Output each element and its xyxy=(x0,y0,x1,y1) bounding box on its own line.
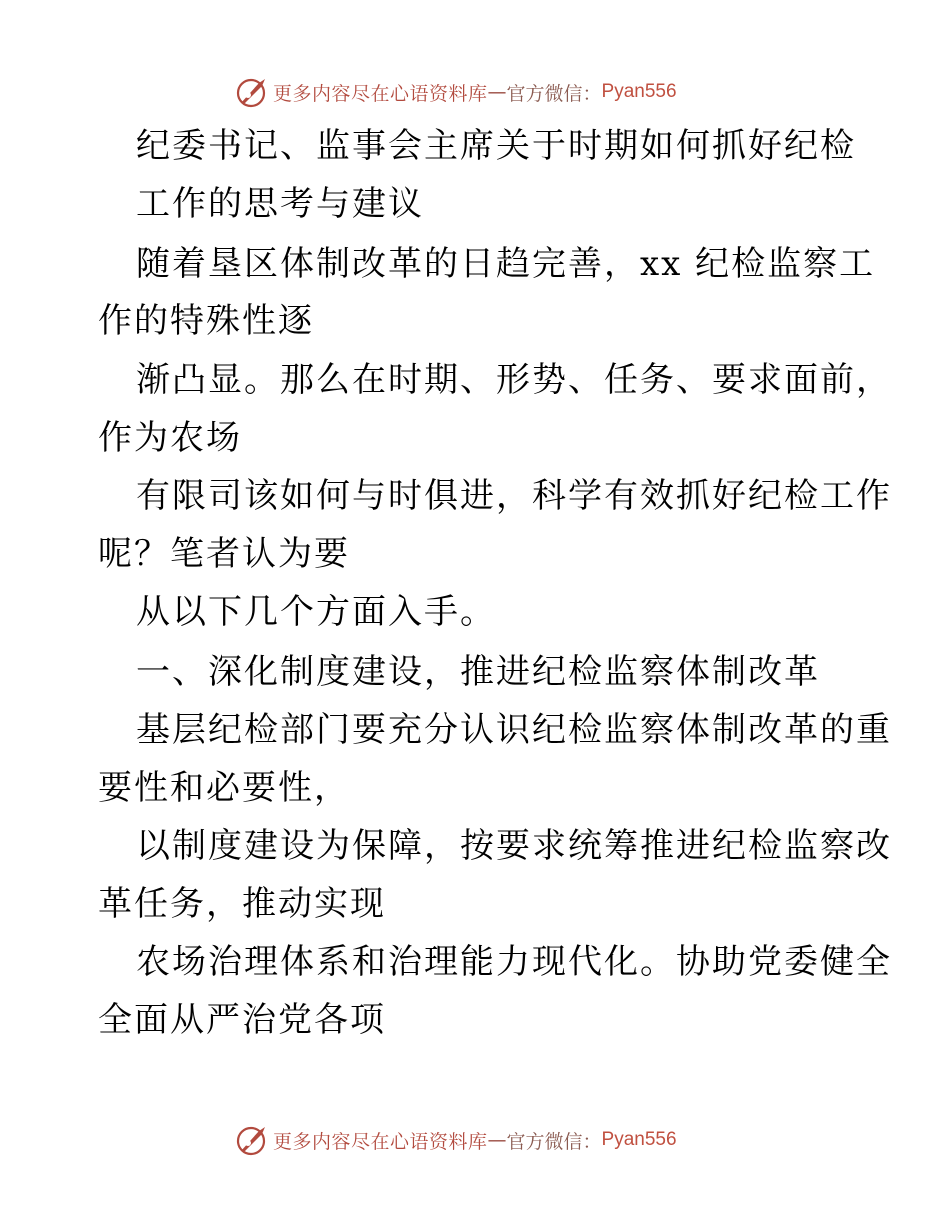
watermark-wechat-id: Pyan556 xyxy=(601,1129,677,1150)
text-line: 革任务，推动实现 xyxy=(98,884,386,924)
text-line: 全面从严治党各项 xyxy=(98,1000,386,1040)
footer-watermark xyxy=(235,1120,677,1160)
header-watermark xyxy=(235,72,677,112)
text-line: 作为农场 xyxy=(98,418,242,458)
text-line: 基层纪检部门要充分认识纪检监察体制改革的重 xyxy=(136,710,892,750)
text-line: 要性和必要性， xyxy=(98,768,350,808)
watermark-label: 官方微信： xyxy=(506,1130,602,1153)
watermark-label: 官方微信： xyxy=(506,82,602,105)
text-line: 作的特殊性逐 xyxy=(98,301,314,341)
watermark-separator: — xyxy=(487,81,507,103)
watermark-separator: — xyxy=(487,1129,507,1151)
text-line: 渐凸显。那么在时期、形势、任务、要求面前， xyxy=(136,360,892,400)
quill-logo-icon xyxy=(235,1123,269,1157)
watermark-text: 更多内容尽在心语资料库 xyxy=(273,1130,488,1153)
text-line: 有限司该如何与时俱进，科学有效抓好纪检工作 xyxy=(136,476,892,516)
text-line: 呢？笔者认为要 xyxy=(98,534,350,574)
text-line: 工作的思考与建议 xyxy=(136,184,424,224)
section-heading: 一、深化制度建设，推进纪检监察体制改革 xyxy=(136,652,820,692)
watermark-wechat-id: Pyan556 xyxy=(601,81,677,102)
text-line: 从以下几个方面入手。 xyxy=(136,592,496,632)
text-line: 纪委书记、监事会主席关于时期如何抓好纪检 xyxy=(136,126,856,166)
text-line: 农场治理体系和治理能力现代化。协助党委健全 xyxy=(136,942,892,982)
watermark-text: 更多内容尽在心语资料库 xyxy=(273,82,488,105)
text-line: 以制度建设为保障，按要求统筹推进纪检监察改 xyxy=(136,826,892,866)
quill-logo-icon xyxy=(235,75,269,109)
text-line: 随着垦区体制改革的日趋完善，xx 纪检监察工 xyxy=(136,244,876,284)
